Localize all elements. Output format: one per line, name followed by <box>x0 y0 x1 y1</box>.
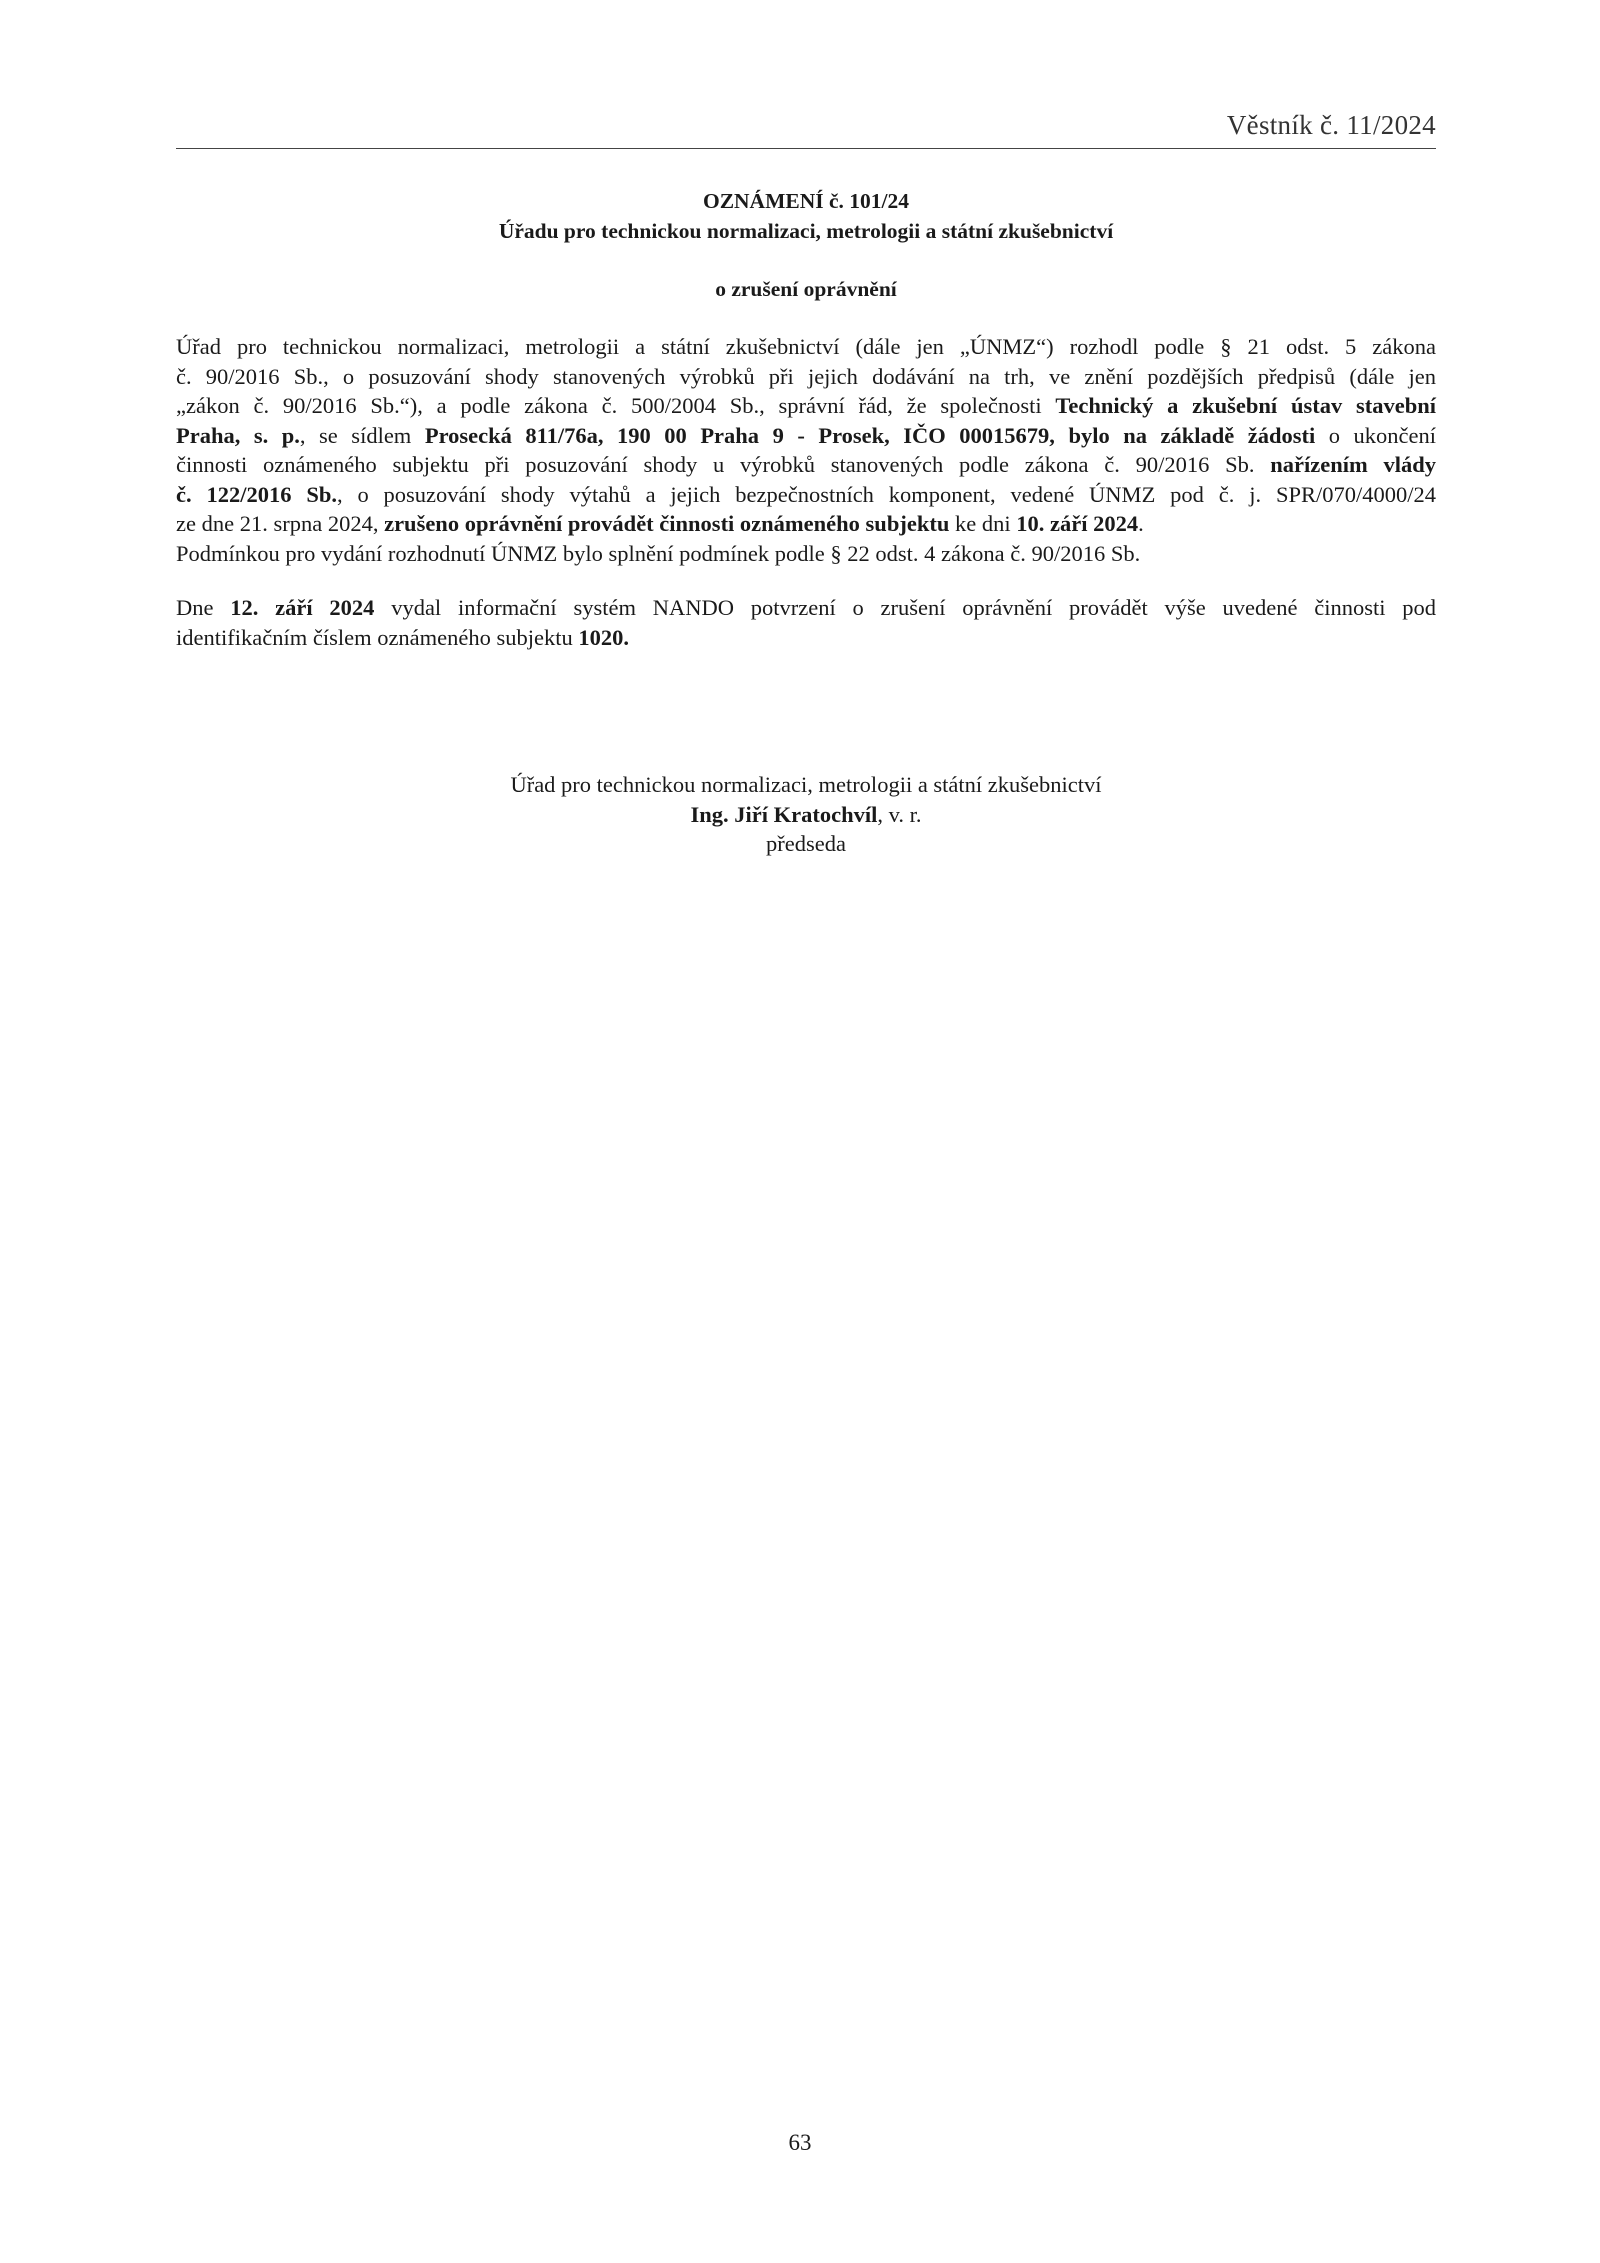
nando-date: 12. září 2024 <box>230 595 375 620</box>
signature-office: Úřad pro technickou normalizaci, metrologii a státní zkušebnictví <box>510 772 1102 797</box>
notice-heading <box>176 186 1436 246</box>
decision-paragraph <box>176 332 1436 568</box>
text-line: identifikačním číslem oznámeného subjektu 1020. <box>176 624 630 650</box>
notified-body-number: 1020. <box>578 624 630 650</box>
text-line: Podmínkou pro vydání rozhodnutí ÚNMZ bylo splnění podmínek podle § 22 odst. 4 zákona č. 90/2016 Sb. <box>176 540 1141 566</box>
text-line: č. 90/2016 Sb., o posuzování shody stanovených výrobků při jejich dodávání na trh, ve znění pozdějších předpisů (dále jen <box>176 363 1436 389</box>
page-header <box>176 110 1436 149</box>
notice-title: OZNÁMENÍ č. 101/24 <box>702 189 910 213</box>
text-line: č. 122/2016 Sb., o posuzování shody výtahů a jejich bezpečnostních komponent, vedené ÚNMZ pod č. j. SPR/070/4000/24 <box>176 481 1436 507</box>
revocation-statement: zrušeno oprávnění provádět činnosti oznámeného subjektu <box>384 511 950 536</box>
signatory-role: předseda <box>766 831 846 856</box>
text-line: Dne 12. září 2024 vydal informační systém NANDO potvrzení o zrušení oprávnění provádět výše uvedené činnosti pod <box>176 595 1436 620</box>
regulation-reference: nařízením vlády <box>1270 452 1437 477</box>
notice-subject: o zrušení oprávnění <box>715 277 897 301</box>
institution-name: Technický a zkušební ústav stavební <box>1055 393 1436 418</box>
text-line: ze dne 21. srpna 2024, zrušeno oprávnění provádět činnosti oznámeného subjektu ke dni 10. září 2024. <box>176 511 1144 536</box>
signature-line: Ing. Jiří Kratochvíl, v. r. <box>690 801 922 827</box>
text-line: činnosti oznámeného subjektu při posuzování shody u výrobků stanovených podle zákona č. 90/2016 Sb. nařízením vlády <box>176 452 1437 477</box>
text-line: „zákon č. 90/2016 Sb.“), a podle zákona č. 500/2004 Sb., správní řád, že společnosti Technický a zkušební ústav stavební <box>176 393 1436 418</box>
signatory-name: Ing. Jiří Kratochvíl <box>690 801 878 827</box>
notice-issuer: Úřadu pro technickou normalizaci, metrologii a státní zkušebnictví <box>498 219 1114 243</box>
signature-block <box>176 770 1436 859</box>
revocation-date: 10. září 2024 <box>1016 511 1139 536</box>
nando-paragraph <box>176 593 1436 652</box>
page-number: 63 <box>788 2130 812 2155</box>
journal-issue: Věstník č. 11/2024 <box>1226 110 1436 140</box>
text-line: Praha, s. p., se sídlem Prosecká 811/76a, 190 00 Praha 9 - Prosek, IČO 00015679, bylo na základě žádosti o ukončení <box>176 422 1437 448</box>
institution-address: Prosecká 811/76a, 190 00 Praha 9 - Prosek, IČO 00015679, bylo na základě žádosti <box>424 422 1316 448</box>
text-line: Úřad pro technickou normalizaci, metrologii a státní zkušebnictví (dále jen „ÚNMZ“) rozhodl podle § 21 odst. 5 zákona <box>176 334 1436 359</box>
